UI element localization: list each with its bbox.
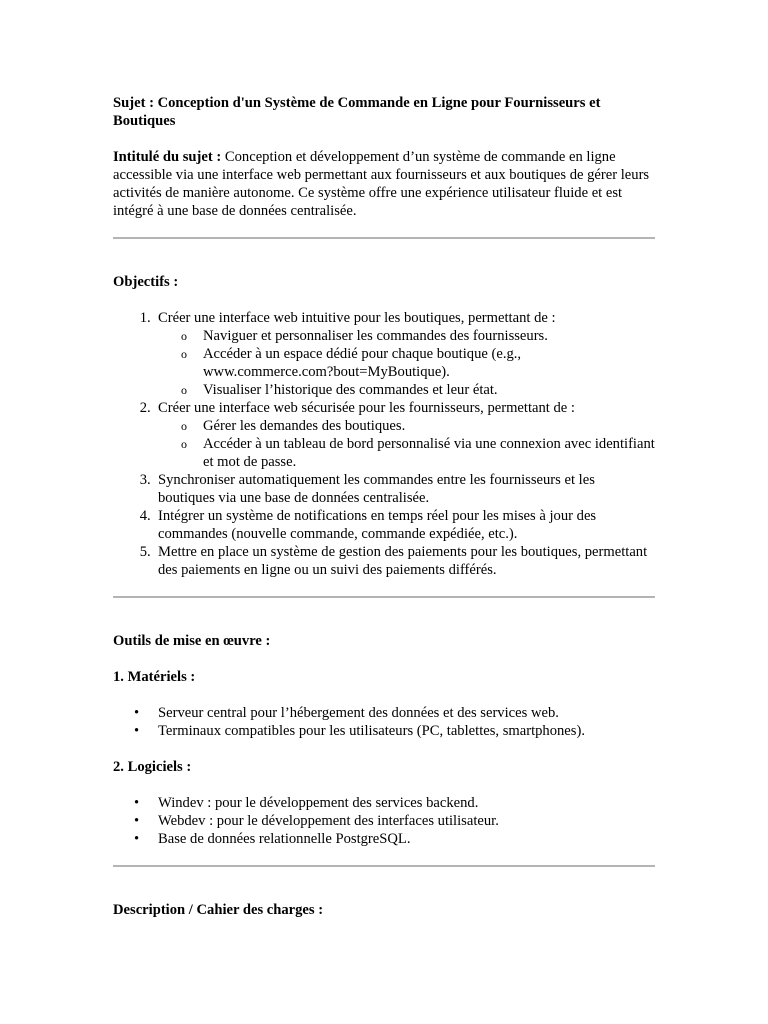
bullet-icon: • xyxy=(134,813,140,829)
description-heading: Description / Cahier des charges : xyxy=(113,902,324,918)
horizontal-rule xyxy=(113,237,655,239)
list-item xyxy=(134,704,655,722)
list-item-text: Créer une interface web intuitive pour les boutiques, permettant de : xyxy=(158,310,556,326)
sub-list-item xyxy=(181,381,655,399)
intitule-label: Intitulé du sujet : xyxy=(113,149,222,165)
list-item-text: Mettre en place un système de gestion des paiements pour les boutiques, permettant des paiements en ligne ou un suivi des paiements différés. xyxy=(158,544,648,578)
list-item-text: Synchroniser automatiquement les commandes entre les fournisseurs et les boutiques via une base de données centralisée. xyxy=(158,472,595,506)
circle-bullet-icon: o xyxy=(181,383,187,397)
sub-list-item xyxy=(181,345,655,381)
list-item xyxy=(158,507,655,543)
logiciels-list xyxy=(113,794,655,848)
sub-list-item xyxy=(181,435,655,471)
list-item xyxy=(134,794,655,812)
list-item-text: Terminaux compatibles pour les utilisateurs (PC, tablettes, smartphones). xyxy=(158,723,585,739)
list-item xyxy=(158,309,655,399)
bullet-icon: • xyxy=(134,831,140,847)
list-item xyxy=(134,812,655,830)
bullet-icon: • xyxy=(134,723,140,739)
sub-list xyxy=(158,327,655,399)
list-item xyxy=(134,722,655,740)
list-item xyxy=(158,399,655,471)
subject-title: Sujet : Conception d'un Système de Commande en Ligne pour Fournisseurs et Boutiques xyxy=(113,95,601,129)
objectifs-list xyxy=(113,309,655,579)
bullet-icon: • xyxy=(134,795,140,811)
circle-bullet-icon: o xyxy=(181,347,187,361)
outils-heading: Outils de mise en œuvre : xyxy=(113,633,271,649)
sub-item-text: Accéder à un tableau de bord personnalisé via une connexion avec identifiant et mot de passe. xyxy=(203,436,655,470)
logiciels-heading: 2. Logiciels : xyxy=(113,759,192,775)
list-item-text: Serveur central pour l’hébergement des données et des services web. xyxy=(158,705,559,721)
list-item xyxy=(158,543,655,579)
sub-list xyxy=(158,417,655,471)
sub-list-item xyxy=(181,327,655,345)
list-item xyxy=(158,471,655,507)
list-item-text: Webdev : pour le développement des interfaces utilisateur. xyxy=(158,813,499,829)
list-item-text: Intégrer un système de notifications en temps réel pour les mises à jour des commandes (nouvelle commande, commande expédiée, etc.). xyxy=(158,508,597,542)
sub-item-text: Gérer les demandes des boutiques. xyxy=(203,418,406,434)
sub-list-item xyxy=(181,417,655,435)
sub-item-text: Naviguer et personnaliser les commandes des fournisseurs. xyxy=(203,328,548,344)
intitule-paragraph xyxy=(113,148,655,220)
list-item-text: Base de données relationnelle PostgreSQL. xyxy=(158,831,411,847)
materiels-list xyxy=(113,704,655,740)
sub-item-text: Accéder à un espace dédié pour chaque boutique (e.g., www.commerce.com?bout=MyBoutique). xyxy=(203,346,522,380)
circle-bullet-icon: o xyxy=(181,329,187,343)
list-item-text: Créer une interface web sécurisée pour les fournisseurs, permettant de : xyxy=(158,400,575,416)
circle-bullet-icon: o xyxy=(181,419,187,433)
intitule-text: Conception et développement d’un système de commande en ligne accessible via une interface web permettant aux fournisseurs et aux boutiques de gérer leurs activités de manière autonome. Ce système offre une expérience utilisateur fluide et est intégré à une base de données centralisée. xyxy=(113,149,650,219)
materiels-heading: 1. Matériels : xyxy=(113,669,196,685)
bullet-icon: • xyxy=(134,705,140,721)
horizontal-rule xyxy=(113,596,655,598)
document-page xyxy=(113,94,655,937)
objectifs-heading: Objectifs : xyxy=(113,274,179,290)
horizontal-rule xyxy=(113,865,655,867)
list-item-text: Windev : pour le développement des services backend. xyxy=(158,795,479,811)
sub-item-text: Visualiser l’historique des commandes et leur état. xyxy=(203,382,498,398)
list-item xyxy=(134,830,655,848)
circle-bullet-icon: o xyxy=(181,437,187,451)
